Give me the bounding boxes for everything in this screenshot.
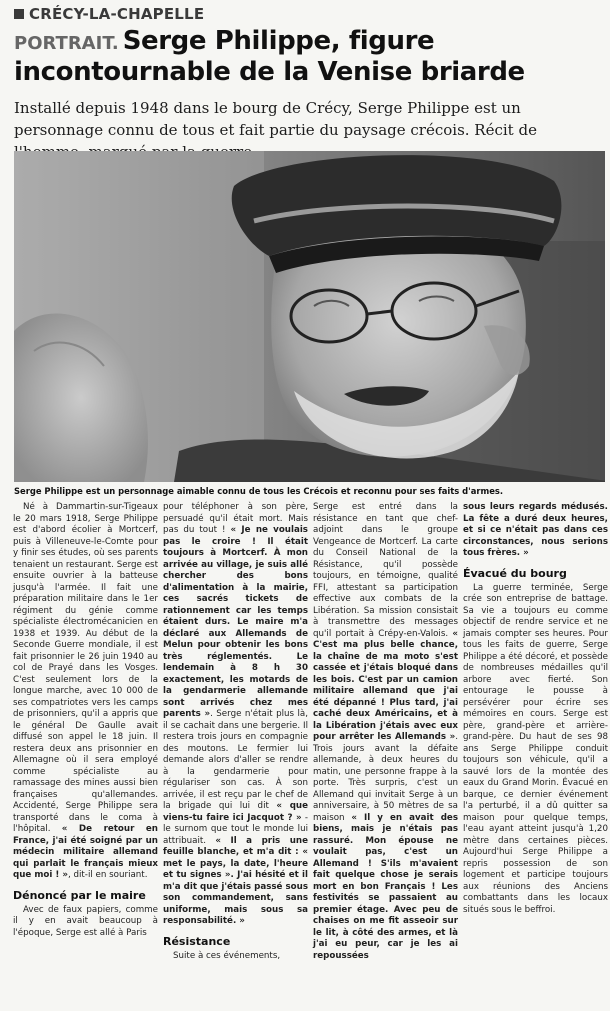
quote-text: « Il y en avait des biens, mais je n'étais pas rassuré. Mon épouse ne voulait pas, c'est un Allemand ! S'ils m'avaient fait quelque chose je serais mort en bon Français ! Les festivités se passaient au premier étage. Avec peu de chaises on me fit asseoir sur le lit, à côté des armes, et là j'ai eu peur, car je les ai repoussées	[313, 812, 458, 961]
article-standfirst: Installé depuis 1948 dans le bourg de Crécy, Serge Philippe est un personnage connu de tous et fait partie du paysage crécois. Récit de	[14, 99, 537, 139]
quote-text: « Il a pris une feuille blanche, et m'a dit : « met le pays, la date, l'heure et tu signes ». J'ai hésité et il m'a dit que j'étais passé sous son commandement, sans uniforme, mais sous sa responsabilité. »	[163, 835, 308, 926]
portrait-photo-illustration	[14, 151, 605, 482]
quote-text: « Je ne voulais pas le croire ! Il était toujours à Mortcerf. À mon arrivée au village, je suis allé chercher des bons d'alimentation à la mairie, ces sacrés tickets de rationnement car les temps étaient durs. Le maire m'a déclaré aux Allemands de Melun pour obtenir les bons très réglementés. Le lendemain à 8 h 30 exactement, les motards de la gendarmerie allemande sont arrivés chez mes parents »	[163, 525, 308, 719]
section-label	[14, 3, 204, 25]
paragraph	[463, 502, 608, 560]
square-bullet-icon	[14, 9, 24, 19]
body-text: . Serge n'était plus là, il se cachait dans une bergerie. Il restera trois jours en compagnie des moutons. Le fermier lui demande alors d'aller se rendre à la gendarmerie pour régulariser son cas. À son arrivée, il est reçu par le chef de la brigade qui lui dit	[163, 709, 308, 811]
quote-text: « que viens-tu faire ici Jacquot ? »	[163, 801, 308, 823]
paragraph	[163, 502, 308, 928]
quote-text: « C'est ma plus belle chance, la chaîne de ma moto s'est cassée et j'étais bloqué dans les bois. C'est par un camion militaire allemand que j'ai été dépanné ! Plus tard, j'ai caché deux Américains, et à la Libération j'étais avec eux pour arrêter les Allemands »	[313, 628, 458, 742]
article-column-4	[463, 502, 608, 916]
body-text: , dit-il en souriant.	[67, 870, 148, 880]
quote-text: « De retour en France, j'ai été soigné par un médecin militaire allemand qui parlait le français mieux que moi ! »	[13, 824, 158, 880]
article-kicker: PORTRAIT.	[14, 33, 119, 54]
paragraph: Avec de faux papiers, comme il y en avait beaucoup à l'époque, Serge est allé à Paris	[13, 904, 158, 938]
paragraph	[313, 502, 458, 962]
photo-caption: Serge Philippe est un personnage aimable connu de tous les Crécois et reconnu pour ses faits d'armes.	[14, 486, 504, 496]
article-headline	[14, 27, 604, 87]
paragraph	[13, 502, 158, 882]
article-column-3	[313, 502, 458, 962]
paragraph: Suite à ces événements,	[173, 950, 281, 961]
quote-text: sous leurs regards médusés. La fête a duré deux heures, et si ce n'était pas dans ces circonstances, nous serions tous frères. »	[463, 502, 608, 558]
body-text: . Trois jours avant la défaite allemande, à deux heures du matin, une personne frappe à la porte. Très surpris, c'est un Allemand qui invitait Serge à un anniversaire, à 50 mètres de sa maison	[313, 732, 458, 823]
body-text: - le surnom que tout le monde lui attribuait.	[163, 812, 308, 846]
subheading: Dénoncé par le maire	[13, 888, 146, 902]
headline-text: Serge Philippe, figure incontournable de la Venise briarde	[14, 26, 525, 87]
portrait-photo	[14, 151, 605, 482]
body-text: Serge est entré dans la résistance en tant que chef-adjoint dans le groupe Vengeance de Mortcerf. La carte du Conseil National de la Résistance, qu'il possède toujours, en témoigne, qualité FFI, attestant sa participation effective aux combats de la Libération. Sa mission consistait à transmettre des messages qu'il portait à Crépy-en-Valois.	[313, 502, 458, 639]
article-column-1	[13, 502, 158, 939]
article-column-2	[163, 502, 308, 962]
body-text: Né à Dammartin-sur-Tigeaux le 20 mars 1918, Serge Philippe est d'abord écolier à Mortcerf, puis à Villeneuve-le-Comte pour y finir ses études, où ses parents tenaient un restaurant. Serge est ensuite ouvrier à la batteuse jusqu'à l'armée. Il fait une préparation militaire dans le 1er régiment du génie comme spécialiste électromécanicien en 1938 et 1939. Au début de la Seconde Guerre mondiale, il est fait prisonnier le 26 juin 1940 au col de Prayé dans les Vosges. C'est seulement lors de la longue marche, avec 10 000 de ses compatriotes vers les camps de prisonniers, qu'il a appris que le général De Gaulle avait diffusé son appel le 18 juin. Il restera deux ans prisonnier en Allemagne où il sera employé comme spécialiste au ramassage des mines aussi bien françaises qu'allemandes. Accidenté, Serge Philippe sera transporté dans le coma à l'hôpital.	[13, 502, 158, 834]
subheading: Résistance	[163, 934, 231, 948]
body-text: pour téléphoner à son père, persuadé qu'il était mort. Mais pas du tout !	[163, 502, 308, 535]
paragraph: La guerre terminée, Serge crée son entreprise de battage. Sa vie a toujours eu comme objectif de rendre service et ne jamais compter ses heures. Pour tous les faits de guerre, Serge Philippe a été décoré, et possède de nombreuses médailles qu'il arbore avec fierté. Son entourage le pousse à persévérer pour écrire ses mémoires en cours. Serge est père, grand-père et arrière-grand-père. Du haut de ses 98 ans Serge Philippe conduit toujours son véhicule, qu'il a sauvé lors de la montée des eaux du Grand Morin. Évacué en barque, ce dernier événement l'a perturbé, il a dû quitter sa maison pour quelque temps, l'eau ayant atteint jusqu'à 1,20 mètre dans certaines pièces. Aujourd'hui Serge Philippe a repris possession de son logement et participe toujours aux réunions des Anciens combattants dans les locaux situés sous le beffroi.	[463, 582, 608, 915]
subheading: Évacué du bourg	[463, 566, 567, 580]
section-label-text: CRÉCY-LA-CHAPELLE	[29, 5, 205, 23]
